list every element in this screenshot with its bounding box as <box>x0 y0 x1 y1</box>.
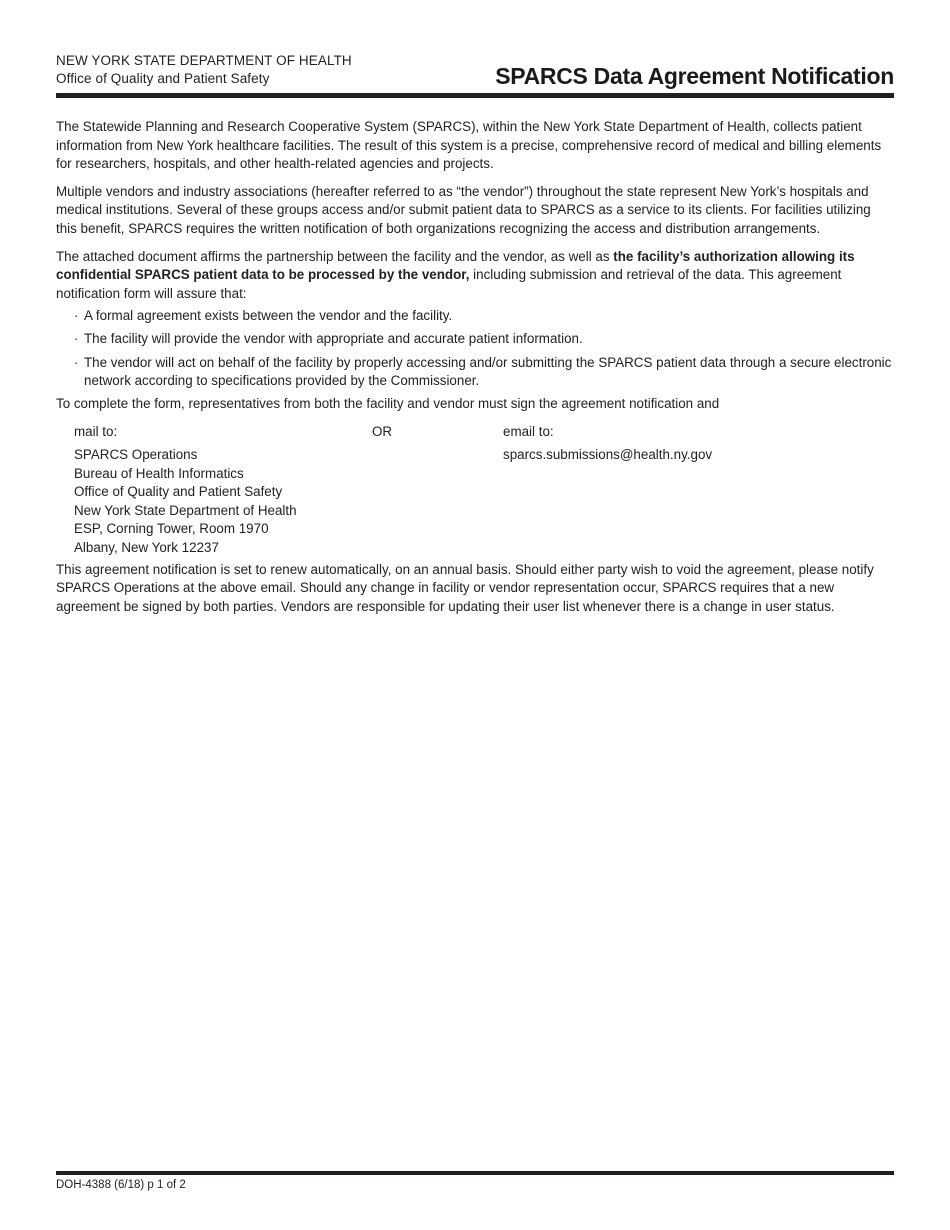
closing-paragraph: This agreement notification is set to renew automatically, on an annual basis. Should either party wish to void the agreement, please notify SPARCS Operations at the above email. Should any change in facility or vendor representation occur, SPARCS requires that a new agreement be signed by both parties. Vendors are responsible for updating their user list whenever there is a change in user status. <box>56 561 874 614</box>
address-line: Bureau of Health Informatics <box>74 465 244 481</box>
email-address: sparcs.submissions@health.ny.gov <box>503 446 713 462</box>
affirmation-paragraph <box>56 248 894 304</box>
address-line: Office of Quality and Patient Safety <box>74 484 283 500</box>
address-line: Albany, New York 12237 <box>74 539 219 555</box>
address-line: SPARCS Operations <box>74 446 198 462</box>
bullet-mark: · <box>74 308 79 324</box>
affirmation-text-bold: the facility’s authorization allowing its confidential SPARCS patient data to be processed by the vendor, <box>56 248 855 283</box>
list-item-text: The vendor will act on behalf of the facility by properly accessing and/or submitting the SPARCS patient data through a secure electronic network according to specifications provided by the Commissioner. <box>84 354 892 389</box>
or-label: OR <box>372 423 393 439</box>
mailing-address <box>74 446 297 558</box>
document-header <box>56 52 894 92</box>
list-item <box>74 307 894 326</box>
office-name: Office of Quality and Patient Safety <box>56 71 270 86</box>
document-page <box>56 0 894 1230</box>
list-item <box>74 354 894 391</box>
address-line: New York State Department of Health <box>74 502 297 518</box>
agency-name: NEW YORK STATE DEPARTMENT OF HEALTH <box>56 53 352 68</box>
intro-paragraph: The Statewide Planning and Research Cooperative System (SPARCS), within the New York State Department of Health, collects patient information from New York healthcare facilities. The result of this system is a precise, comprehensive record of medical and billing elements for researchers, hospitals, and other health-related agencies and projects. <box>56 119 882 172</box>
affirmation-text-start: The attached document affirms the partnership between the facility and the vendor, as well as <box>56 248 614 264</box>
assurance-list <box>56 307 894 390</box>
footer-divider <box>56 1171 894 1175</box>
document-body <box>56 118 894 626</box>
form-code: DOH-4388 (6/18) p 1 of 2 <box>56 1179 186 1191</box>
email-option <box>503 423 712 465</box>
mail-label: mail to: <box>74 423 118 439</box>
mail-option <box>74 423 297 558</box>
bullet-mark: · <box>74 354 79 370</box>
bullet-mark: · <box>74 331 79 347</box>
email-label: email to: <box>503 423 554 439</box>
list-item-text: A formal agreement exists between the vendor and the facility. <box>84 308 453 324</box>
affirmation-text-end: including submission and retrieval of the data. This agreement notification form will assure that: <box>56 267 842 301</box>
instructions-text: To complete the form, representatives from both the facility and vendor must sign the agreement notification and <box>56 396 720 412</box>
page-title: SPARCS Data Agreement Notification <box>495 63 894 89</box>
header-divider <box>56 93 894 98</box>
agency-block <box>56 52 352 88</box>
list-item-text: The facility will provide the vendor with appropriate and accurate patient information. <box>84 331 583 347</box>
vendor-paragraph: Multiple vendors and industry associations (hereafter referred to as “the vendor”) throughout the state represent New York’s hospitals and medical institutions. Several of these groups access and/or submit patient data to SPARCS as a service to its clients. For facilities utilizing this benefit, SPARCS requires the written notification of both organizations recognizing the access and distribution arrangements. <box>56 183 871 236</box>
list-item <box>74 330 894 349</box>
address-line: ESP, Corning Tower, Room 1970 <box>74 521 269 537</box>
submission-options <box>56 423 894 559</box>
